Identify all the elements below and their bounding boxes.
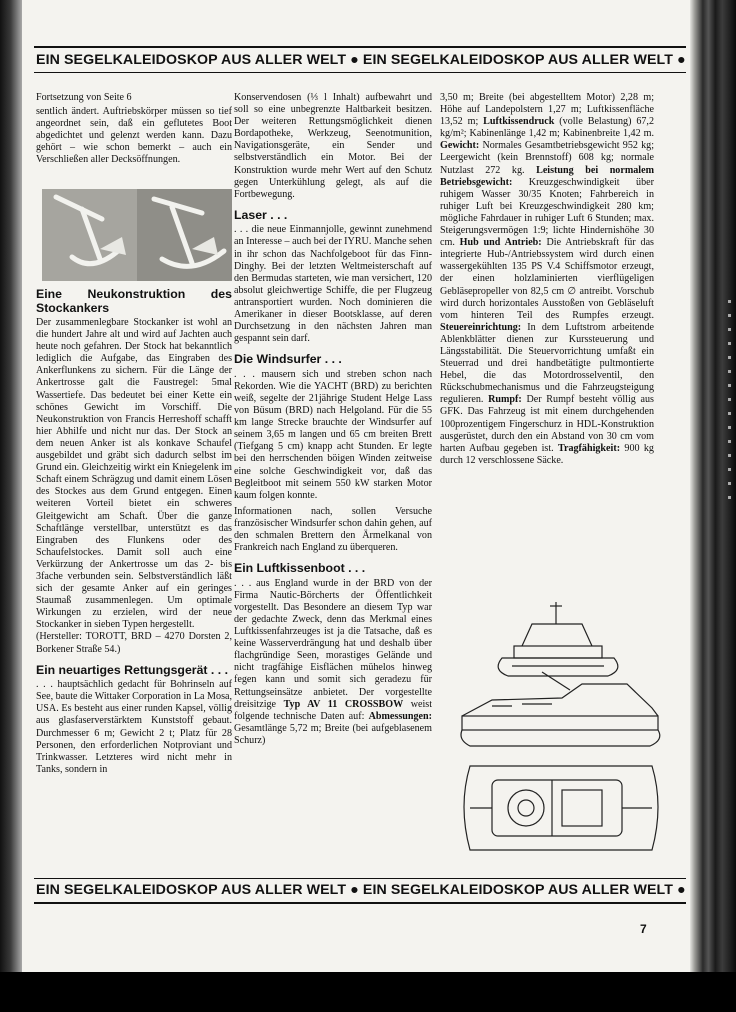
- windsurfer-paragraph-2: Informationen nach, sollen Versuche französischer Windsurfer schon dahin gehen, auf den schmalen Brettern den Ärmelkanal von Frankreich nach England zu überqueren.: [234, 505, 432, 554]
- luftkissen-paragraph: [234, 578, 432, 747]
- rumpf-label: Rumpf:: [488, 394, 522, 406]
- gewicht-label: Gewicht:: [440, 140, 480, 152]
- tech-data-paragraph: [440, 92, 654, 467]
- windsurfer-paragraph: . . . mausern sich und streben schon nach Rekorden. Wie die YACHT (BRD) zu berichten weiß, segelte der 21jährige Student Helge Lass von Büsum (BRD) nach Helgoland. Für die 55 km lange Strecke brauchte der Windsurfer auf seinem 3,65 m langen und 65 cm breiten Brett (Tiefgang 5 cm) knapp acht Stunden. Er legte bei den herrschenden böigen Winden zeitweise eine solche Geschwindigkeit vor, daß das Begleitboot mit seinem 550 kW starken Motor kaum folgen konnte.: [234, 368, 432, 501]
- hovercraft-drawings: [452, 596, 670, 866]
- column-1-lower: [36, 288, 232, 776]
- anker-heading: Eine Neukonstruktion des Stockankers: [36, 287, 232, 315]
- hovercraft-drawings-icon: [452, 596, 670, 866]
- luftkissen-heading: Ein Luftkissenboot . . .: [234, 561, 366, 576]
- luftkissen-text: . . . aus England wurde in der BRD von der Firma Nautic-Börcherts der Öffentlichkeit vorgestellt. Das Besondere an diesem Typ war der gedachte Zweck, denn das Merkmal eines Luftkissenfahrzeuges ist ja die Tatsache, daß es keine Wasserverdrängung hat und deshalb über flachgründige Seen, morastiges Gelände und nicht tragfähige Eisflächen mühelos hinweg fegen kann und somit sich geradezu für Rettungseinsätze anbietet. Der vorgestellte dreisitzige: [234, 577, 432, 710]
- page-number: 7: [640, 922, 647, 936]
- tech-text-1: 3,50 m; Breite (bei abgestelltem Motor) 2,28 m; Höhe auf Landepolstern 1,27 m; Luftkissenfläche 13,52 m;: [440, 92, 654, 128]
- tech-text-8: 900 kg durch 12 verschlossene Säcke.: [440, 442, 654, 466]
- hub-antrieb-label: Hub und Antrieb:: [459, 237, 542, 249]
- tech-text-6: In dem Luftstrom arbeitende Ablenkblätter dienen zur Kurssteuerung und Längsstabilität. Die Steuervorrichtung umfaßt ein Steuerrad und drei handbetätigte pultmontierte Hebel, die das Motordrosselventil, den Rückschubmechanismus und die Fahrzeugsteigung regulieren.: [440, 321, 654, 406]
- continuation-note: Fortsetzung von Seite 6: [36, 92, 132, 103]
- abmessungen-text: Gesamtlänge 5,72 m; Breite (bei aufgeblasenem Schurz): [234, 722, 432, 746]
- leistung-label: Leistung bei normalem Betriebsgewicht:: [440, 164, 654, 188]
- abmessungen-label: Abmessungen:: [368, 710, 432, 722]
- scan-bottom-border: [0, 972, 736, 1012]
- laser-paragraph: . . . die neue Einmannjolle, gewinnt zunehmend an Interesse – auch bei der IYRU. Manche sehen in ihr schon das Nachfolgeboot für das Finn-Dinghy. Bei der letzten Weltmeisterschaft auf den Bermudas starteten, wie man versichert, 120 absolut gleichwertige Schiffe, die per Flugzeug antransportiert wurden. Noch dominieren die Amerikaner in dieser Bootsklasse, auf deren Durchsetzung in den nächsten Jahren man gespannt sein darf.: [234, 224, 432, 345]
- tech-text-5: Die Antriebskraft für das integrierte Hub-/Antriebssystem wird durch einen wassergekühlten 135 PS V.4 Schiffsmotor erzeugt, der einen holzlaminierten vierflügeligen Gebläsepropeller von 82,5 cm ∅ antreibt. Vorschub wird durch horizontales Ausstoßen von Gebläseluft vom hinteren Teil des Rumpfes erzeugt.: [440, 237, 654, 321]
- anchor-photo-icon: [42, 189, 232, 281]
- bottom-banner-text: EIN SEGELKALEIDOSKOP AUS ALLER WELT ● EIN SEGELKALEIDOSKOP AUS ALLER WELT ●: [36, 882, 686, 898]
- column-3: [440, 92, 654, 467]
- column-2: [234, 92, 432, 747]
- intro-paragraph: sentlich ändert. Auftriebskörper müssen so tief angeordnet sein, daß ein geflutetes Boot abgedichtet und gelenzt werden kann. Dazu gehört – wie schon bemerkt – auch ein Verschließen aller Decksöffnungen.: [36, 106, 232, 166]
- steuereinrichtung-label: Steuereinrichtung:: [440, 321, 522, 333]
- tragfaehigkeit-label: Tragfähigkeit:: [558, 442, 621, 454]
- tech-text-3: Normales Gesamtbetriebsgewicht 952 kg; Leergewicht (kein Brennstoff) 608 kg; normale Nutzlast 272 kg.: [440, 140, 654, 176]
- tech-text-2: (volle Belastung) 67,2 kg/m²; Kabinenlänge 1,42 m; Kabinenbreite 1,42 m.: [440, 116, 654, 140]
- anker-paragraph: Der zusammenlegbare Stockanker ist wohl an die hundert Jahre alt und wird auf Jachten auch heute noch gefahren. Der Stock hat bekanntlich lediglich die Aufgabe, das Eingraben des Ankerflunkens zu sichern. Für die Länge der Ankertrosse galt die Faustregel: 5mal Wassertiefe. Das bedeutet bei einer Kette ein schönes Gewicht im Vorschiff. Die Neukonstruktion von Francis Herreshoff schafft hier Abhilfe und nicht nur das. Der Stock an dem neuen Anker ist als konkave Schaufel ausgebildet und gräbt sich dadurch selbst im Grund ein. Gleichzeitig wirkt ein Kniegelenk im Schaft einem Schrägzug und damit einem Lösen des Stockes aus dem Grund entgegen. Einen weiteren Vorteil bietet ein schweres Gleitgewicht am Schaft. Über die ganze Schaftlänge verstellbar, unterstützt es das Eingraben des Flunkens oder des Schaufelstockes. Damit soll auch eine Verkürzung der Ankertrosse um das 2- bis 3fache verbunden sein. Selbstverständlich läßt sich der gesamte Anker auf ein geringes Staumaß zusammenlegen. Um optimale Wirkungen zu erzielen, wird der neue Stockanker in sieben Typen hergestellt.: [36, 317, 232, 631]
- tech-text-7: Der Rumpf besteht völlig aus GFK. Das Fahrzeug ist mit einem durchgehenden 100prozentigem Fingerschurz in HDL-Konstruktion ausgerüstet, durch den ein Abstand von 30 cm vom harten Aufbau gegeben ist.: [440, 394, 654, 454]
- bottom-rule-lower: [34, 902, 686, 904]
- spine-marks: [728, 300, 731, 500]
- anchor-photo: [42, 189, 232, 281]
- top-banner: [36, 52, 686, 68]
- rettung-heading: Ein neuartiges Rettungsgerät . . .: [36, 662, 229, 677]
- bottom-rule: [34, 878, 686, 879]
- column-1: [36, 92, 232, 167]
- luftkissendruck-label: Luftkissendruck: [483, 116, 555, 128]
- top-banner-text: EIN SEGELKALEIDOSKOP AUS ALLER WELT ● EIN SEGELKALEIDOSKOP AUS ALLER WELT ●: [36, 52, 686, 68]
- anker-maker: (Hersteller: TOROTT, BRD – 4270 Dorsten 2, Borkener Straße 54.): [36, 631, 232, 655]
- tech-text-4: Kreuzgeschwindigkeit über ruhigem Wasser 30/35 Knoten; Fahrbereich in ruhiger Luft bei Kreuzgeschwindigkeit 280 km; mögliche Fahrdauer in ruhiger Luft 6 Stunden; max. Steigerungsvermögen 1:9; lichte Hindernishöhe 30 cm.: [440, 176, 654, 249]
- top-rule-lower: [34, 72, 686, 73]
- top-rule: [34, 46, 686, 48]
- bottom-banner: [36, 882, 686, 898]
- luftkissen-type: Typ AV 11 CROSSBOW: [283, 698, 404, 710]
- laser-heading: Laser . . .: [234, 207, 288, 222]
- rettung-continued: Konservendosen (⅓ l Inhalt) aufbewahrt und soll so eine unbegrenzte Haltbarkeit besitzen. Der weiteren Rettungsmöglichkeit dienen Bordapotheke, Werkzeug, Seenotmunition, Navigationsgeräte, ein Sender und selbstverständlich ein Motor. Bei der Konstruktion wurde mehr Wert auf den Schutz gegen Unterkühlung gelegt, als auf die Fortbewegung.: [234, 92, 432, 200]
- magazine-page: [22, 0, 690, 972]
- rettung-paragraph: . . . hauptsächlich gedacht für Bohrinseln auf See, baute die Wittaker Corporation in La Mosa, USA. Es besteht aus einer runden Kapsel, völlig aus glasfaserverstärktem Kunststoff gebaut. Durchmesser 6 m; Gewicht 2 t; Platz für 28 Personen, den erforderlichen Notproviant und Trinkwasser. Letzteres wird nicht mehr in Tanks, sondern in: [36, 679, 232, 775]
- luftkissen-text-2: weist folgende technische Daten auf:: [234, 698, 432, 722]
- windsurfer-heading: Die Windsurfer . . .: [234, 352, 342, 367]
